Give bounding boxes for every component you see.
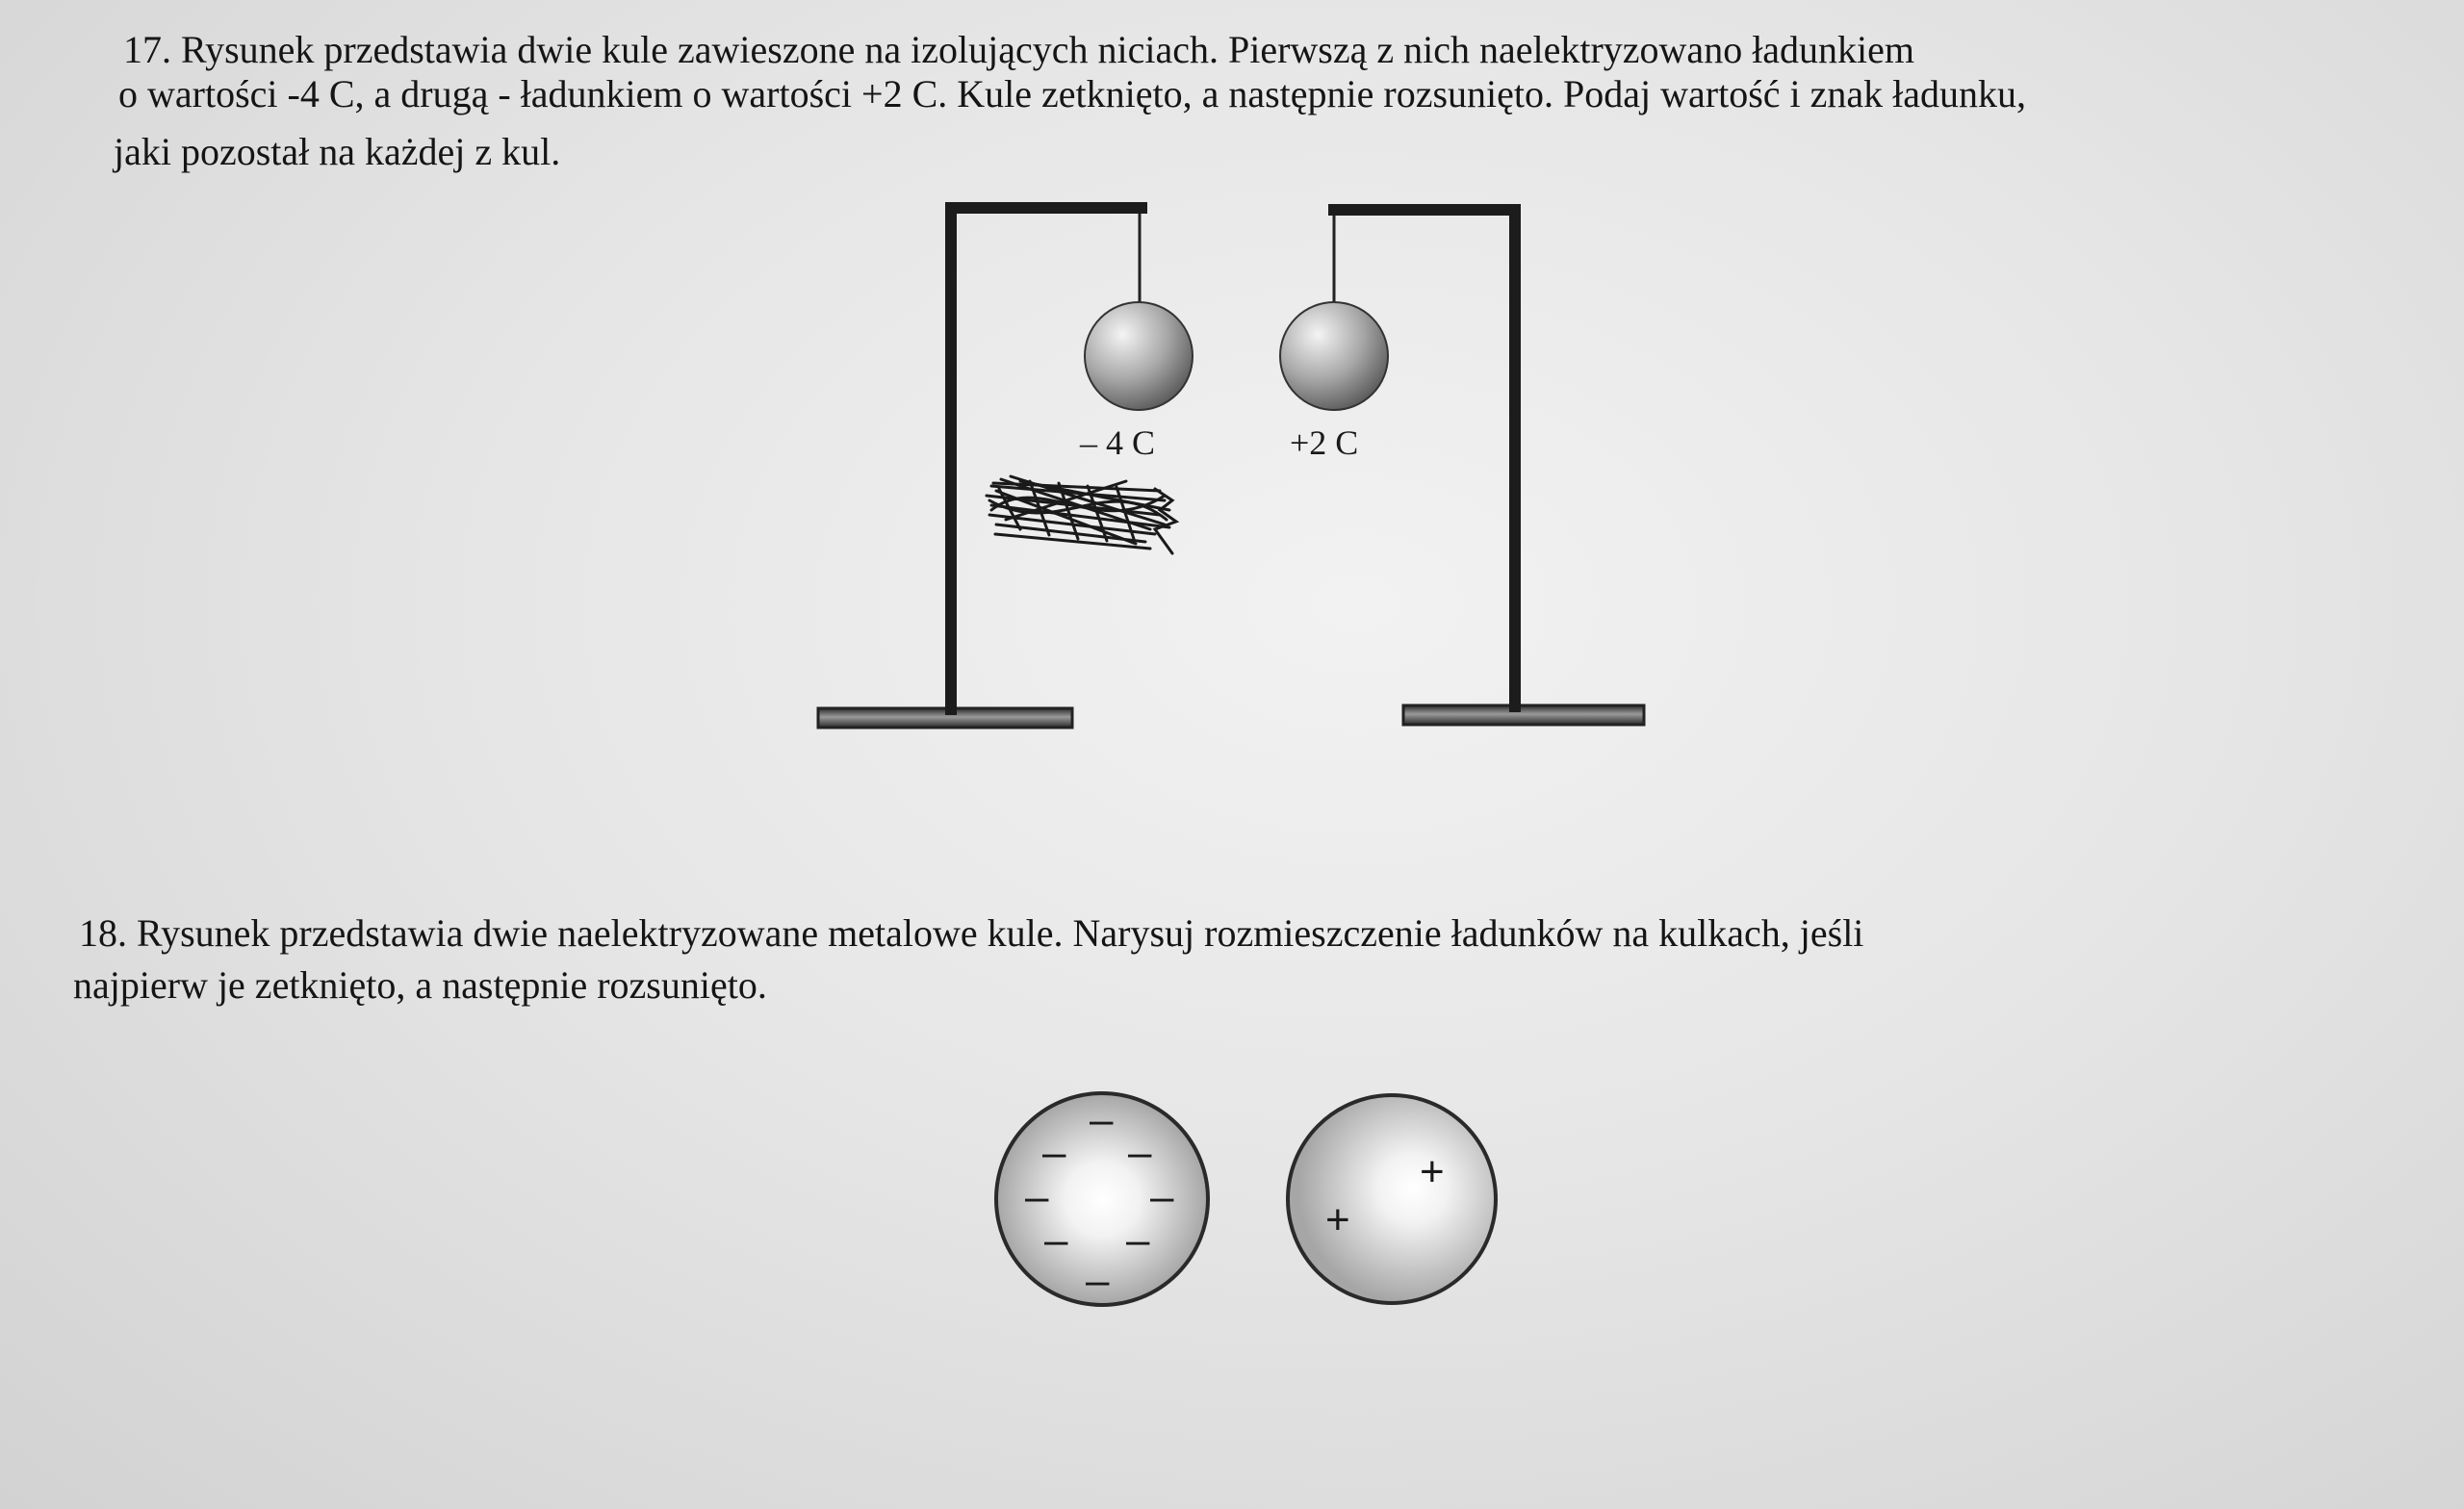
minus-sign: – <box>1042 1129 1066 1176</box>
minus-sign: – <box>1044 1216 1068 1264</box>
minus-sign: – <box>1150 1173 1174 1220</box>
minus-sign: – <box>1126 1216 1150 1264</box>
task17-text-line1: 17. Rysunek przedstawia dwie kule zawieszone na izolujących niciach. Pierwszą z nich naelektryzowano ładunkiem <box>123 28 1915 71</box>
positive-sphere <box>1288 1095 1496 1303</box>
minus-sign: – <box>1090 1096 1114 1143</box>
minus-sign: – <box>1086 1257 1110 1304</box>
task18-text-line1: 18. Rysunek przedstawia dwie naelektryzowane metalowe kule. Narysuj rozmieszczenie ładunków na kulkach, jeśli <box>79 911 1864 955</box>
left-ball-charge-label: – 4 C <box>1080 423 1156 462</box>
task18-text-line2: najpierw je zetknięto, a następnie rozsunięto. <box>73 963 767 1007</box>
plus-sign: + <box>1325 1196 1350 1243</box>
task17-text-line3: jaki pozostał na każdej z kul. <box>114 130 561 173</box>
minus-sign: – <box>1025 1173 1049 1220</box>
right-ball-charge-label: +2 C <box>1290 423 1359 462</box>
minus-sign: – <box>1128 1129 1152 1176</box>
task17-text-line2: o wartości -4 C, a drugą - ładunkiem o wartości +2 C. Kule zetknięto, a następnie rozsunięto. Podaj wartość i znak ładunku, <box>118 72 2027 115</box>
plus-sign: + <box>1420 1148 1445 1195</box>
